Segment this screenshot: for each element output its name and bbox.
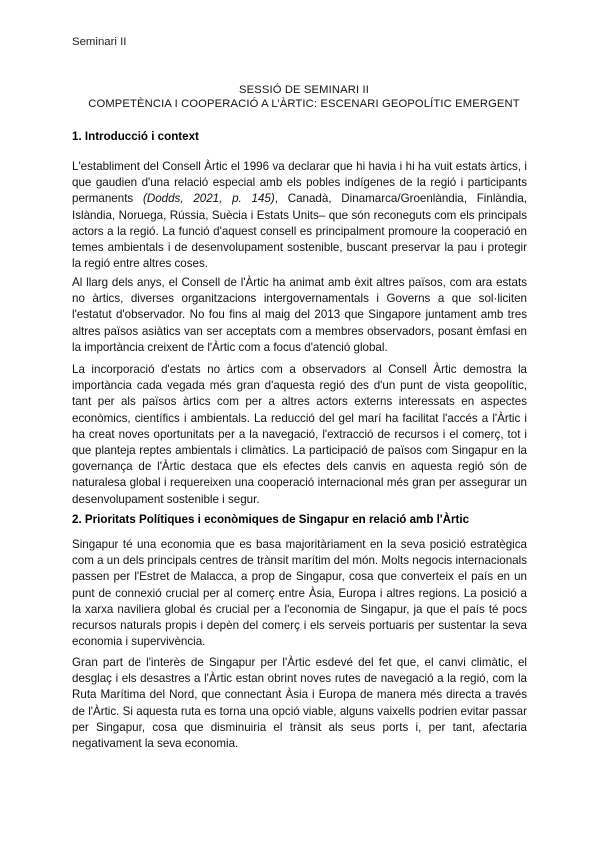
document-title — [40, 83, 568, 111]
paragraph-2: Al llarg dels anys, el Consell de l'Àrtic ha animat amb èxit altres països, com ara estats no àrtics, diverses organitzacions intergovernamentals i Governs a que sol·liciten l'estatut d'observador. No fou fins al maig del 2013 que Singapore juntament amb tres altres països asiàtics van ser acceptats com a membres observadors, posant èmfasi en la importància creixent de l'Àrtic com a focus d'atenció global. — [72, 276, 527, 354]
paragraph-4: Singapur té una economia que es basa majoritàriament en la seva posició estratègica com a un dels principals centres de trànsit marítim del món. Molts negocis internacionals passen per l'Estret de Malacca, a prop de Singapur, cosa que converteix el país en un punt de connexió crucial per al comerç entre Àsia, Europa i altres regions. La posició a la xarxa naviliera global és crucial per a l'economia de Singapur, ja que el país té pocs recursos naturals propis i depèn del comerç i els serveis portuaris per sustentar la seva economia i supervivència. — [72, 538, 527, 649]
paragraph-1-text-a: L'establiment del Consell Àrtic el 1996 va declarar que hi havia i hi ha vuit estats àrtics, i que gaudien d'una relació especial amb els pobles indígenes de la regió i participants permanents — [72, 160, 527, 206]
section-heading-introduction: 1. Introducció i context — [72, 130, 199, 143]
paragraph-5: Gran part de l'interès de Singapur per l'Àrtic esdevé del fet que, el canvi climàtic, el desglaç i els desastres a l'Àrtic estan obrint noves rutes de navegació a la regió, com la Ruta Marítima del Nord, que connectant Àsia i Europa de manera més directa a través de l'Àrtic. Si aquesta ruta es torna una opció viable, alguns vaixells podrien evitar passar per Singapur, cosa que disminuiria el trànsit als seus ports i, per tant, afectaria negativament la seva economia. — [72, 656, 527, 751]
running-header: Seminari II — [72, 36, 127, 48]
citation: (Dodds, 2021, p. 145) — [142, 192, 275, 206]
title-line-1: SESSIÓ DE SEMINARI II — [239, 84, 369, 96]
title-line-2: COMPETÈNCIA I COOPERACIÓ A L’ÀRTIC: ESCENARI GEOPOLÍTIC EMERGENT — [88, 98, 520, 110]
paragraph-3: La incorporació d'estats no àrtics com a observadors al Consell Àrtic demostra la importància cada vegada més gran d'aquesta regió des d'un punt de vista geopolític, tant per als països àrtics com per a altres actors externs interessats en aspectes econòmics, científics i ambientals. La reducció del gel marí ha facilitat l'accés a l'Àrtic i ha creat noves oportunitats per a la navegació, l'extracció de recursos i el comerç, tot i que planteja reptes ambientals i climàtics. La participació de països com Singapur en la governança de l'Àrtic destaca que els efectes dels canvis en aquesta regió són de naturalesa global i requereixen una cooperació internacional més gran per assegurar un desenvolupament sostenible i segur. — [72, 363, 527, 506]
paragraph-1 — [72, 159, 527, 272]
paragraph-1-text-b: , Canadà, Dinamarca/Groenlàndia, Finlàndia, Islàndia, Noruega, Rússia, Suècia i Estats Units– que són reconeguts com els principals actors a la regió. La funció d'aquest consell es principalment promoure la cooperació en temes ambientals i de desenvolupament sostenible, buscant preservar la pau i protegir la regió entre altres coses. — [72, 192, 527, 271]
section-heading-singapore-priorities: 2. Prioritats Polítiques i econòmiques de Singapur en relació amb l'Àrtic — [72, 513, 470, 526]
